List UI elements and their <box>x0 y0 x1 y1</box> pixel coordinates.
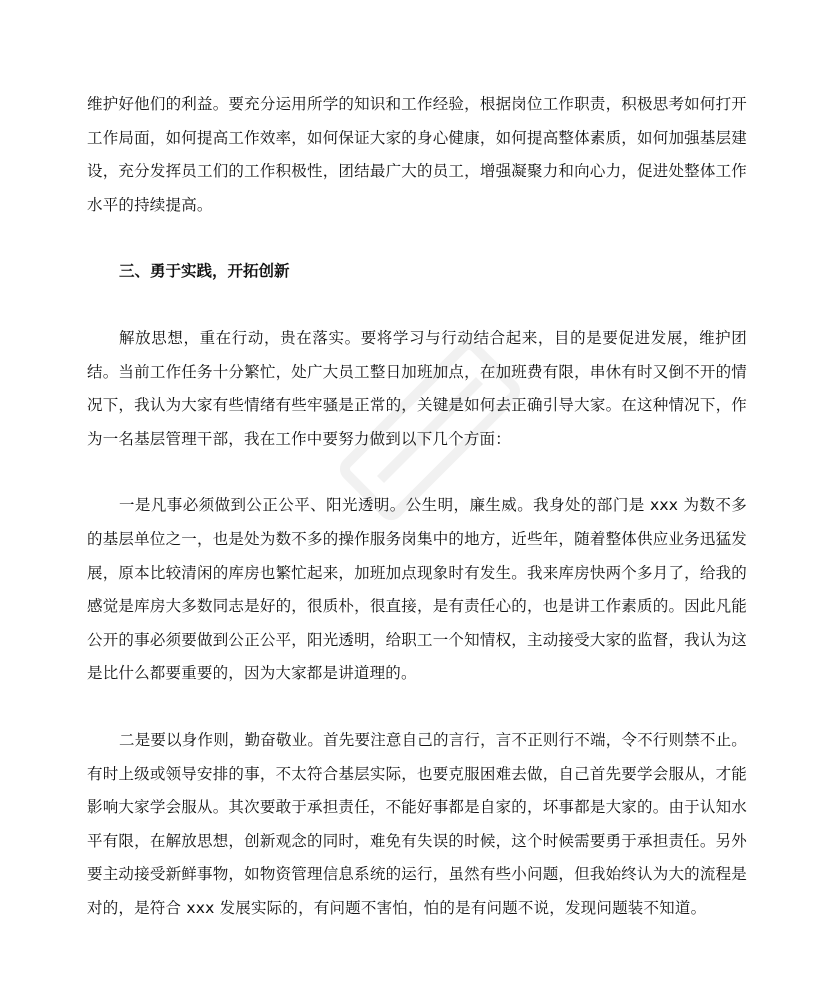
paragraph-point-one: 一是凡事必须做到公正公平、阳光透明。公生明，廉生威。我身处的部门是 xxx 为数不多的基层单位之一，也是处为数不多的操作服务岗集中的地方，近些年，随着整体供应业务迅猛发展，原本比较清闲的库房也繁忙起来，加班加点现象时有发生。我来库房快两个多月了，给我的感觉是库房大多数同志是好的，很质朴，很直接，是有责任心的，也是讲工作素质的。因此凡能公开的事必须要做到公正公平，阳光透明，给职工一个知情权，主动接受大家的监督，我认为这是比什么都要重要的，因为大家都是讲道理的。 <box>87 496 747 683</box>
paragraph-intro: 解放思想，重在行动，贵在落实。要将学习与行动结合起来，目的是要促进发展，维护团结。当前工作任务十分繁忙，处广大员工整日加班加点，在加班费有限，串休有时又倒不开的情况下，我认为大家有些情绪有些牢骚是正常的，关键是如何去正确引导大家。在这种情况下，作为一名基层管理干部，我在工作中要努力做到以下几个方面： <box>87 328 747 448</box>
paragraph-spacer <box>87 691 747 724</box>
paragraph-point-two: 二是要以身作则，勤奋敬业。首先要注意自己的言行，言不正则行不端，令不行则禁不止。有时上级或领导安排的事，不太符合基层实际，也要克服困难去做，自己首先要学会服从，才能影响大家学会服从。其次要敢于承担责任，不能好事都是自家的，坏事都是大家的。由于认知水平有限，在解放思想，创新观念的同时，难免有失误的时候，这个时候需要勇于承担责任。另外要主动接受新鲜事物，如物资管理信息系统的运行，虽然有些小问题，但我始终认为大的流程是对的，是符合 xxx 发展实际的，有问题不害怕，怕的是有问题不说，发现问题装不知道。 <box>87 730 748 917</box>
document-body <box>87 88 747 925</box>
paragraph-spacer <box>87 222 747 255</box>
paragraph-spacer <box>87 456 747 489</box>
section-heading: 三、勇于实践，开拓创新 <box>119 262 290 281</box>
paragraph-continuation: 维护好他们的利益。要充分运用所学的知识和工作经验，根据岗位工作职责，积极思考如何打开工作局面，如何提高工作效率，如何保证大家的身心健康，如何提高整体素质，如何加强基层建设，充分发挥员工们的工作积极性，团结最广大的员工，增强凝聚力和向心力，促进处整体工作水平的持续提高。 <box>87 95 747 214</box>
paragraph-spacer <box>87 289 747 322</box>
